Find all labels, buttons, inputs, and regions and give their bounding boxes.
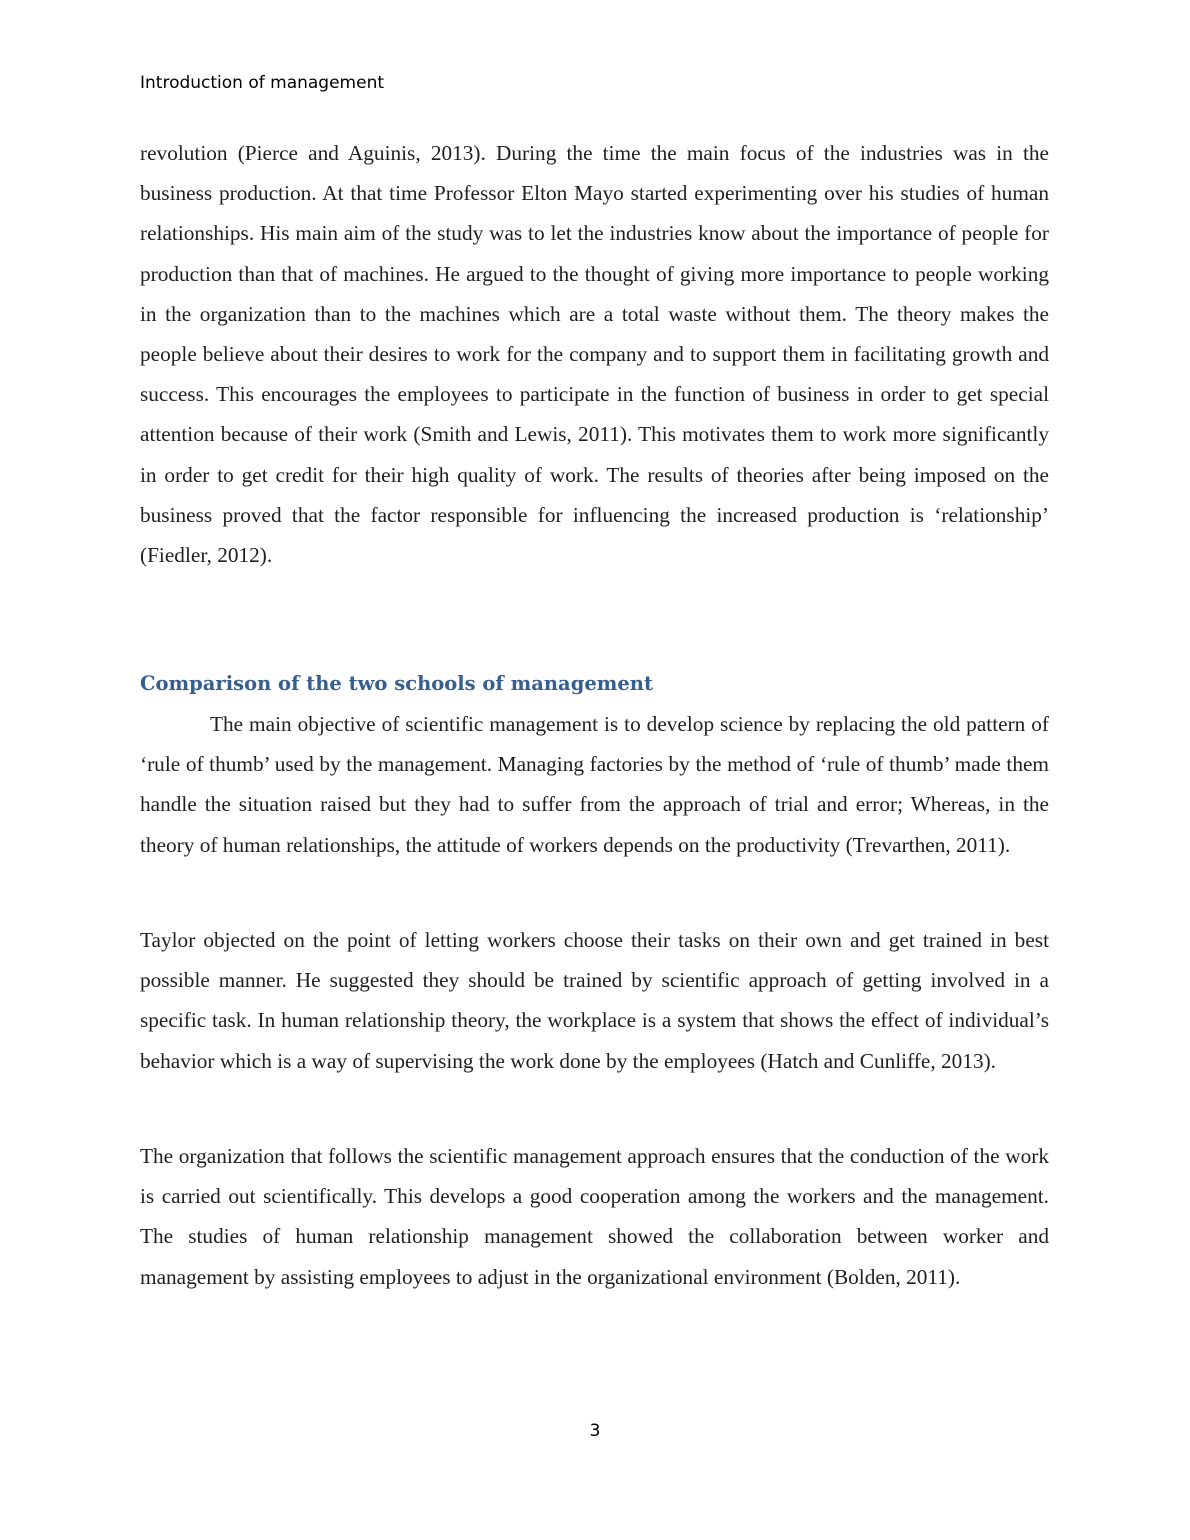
paragraph-taylor: Taylor objected on the point of letting workers choose their tasks on their own and get trained in best possible manner. He suggested they should be trained by scientific approach of getting involved in a specific task. In human relationship theory, the workplace is a system that shows the effect of individual’s behavior which is a way of supervising the work done by the employees (Hatch and Cunliffe, 2013). [140,928,1049,1073]
paragraph-objective: The main objective of scientific management is to develop science by replacing the old pattern of ‘rule of thumb’ used by the management. Managing factories by the method of ‘rule of thumb’ made them handle the situation raised but they had to suffer from the approach of trial and error; Whereas, in the theory of human relationships, the attitude of workers depends on the productivity (Trevarthen, 2011). [140,712,1049,857]
section-heading: Comparison of the two schools of management [140,672,653,695]
page-number: 3 [589,1421,601,1441]
running-header: Introduction of management [140,73,385,93]
paragraph-continued: revolution (Pierce and Aguinis, 2013). During the time the main focus of the industries was in the business production. At that time Professor Elton Mayo started experimenting over his studies of human relationships. His main aim of the study was to let the industries know about the importance of people for production than that of machines. He argued to the thought of giving more importance to people working in the organization than to the machines which are a total waste without them. The theory makes the people believe about their desires to work for the company and to support them in facilitating growth and success. This encourages the employees to participate in the function of business in order to get special attention because of their work (Smith and Lewis, 2011). This motivates them to work more significantly in order to get credit for their high quality of work. The results of theories after being imposed on the business proved that the factor responsible for influencing the increased production is ‘relationship’ (Fiedler, 2012). [140,141,1049,568]
paragraph-organization: The organization that follows the scientific management approach ensures that the conduction of the work is carried out scientifically. This develops a good cooperation among the workers and the management. The studies of human relationship management showed the collaboration between worker and management by assisting employees to adjust in the organizational environment (Bolden, 2011). [140,1144,1049,1289]
